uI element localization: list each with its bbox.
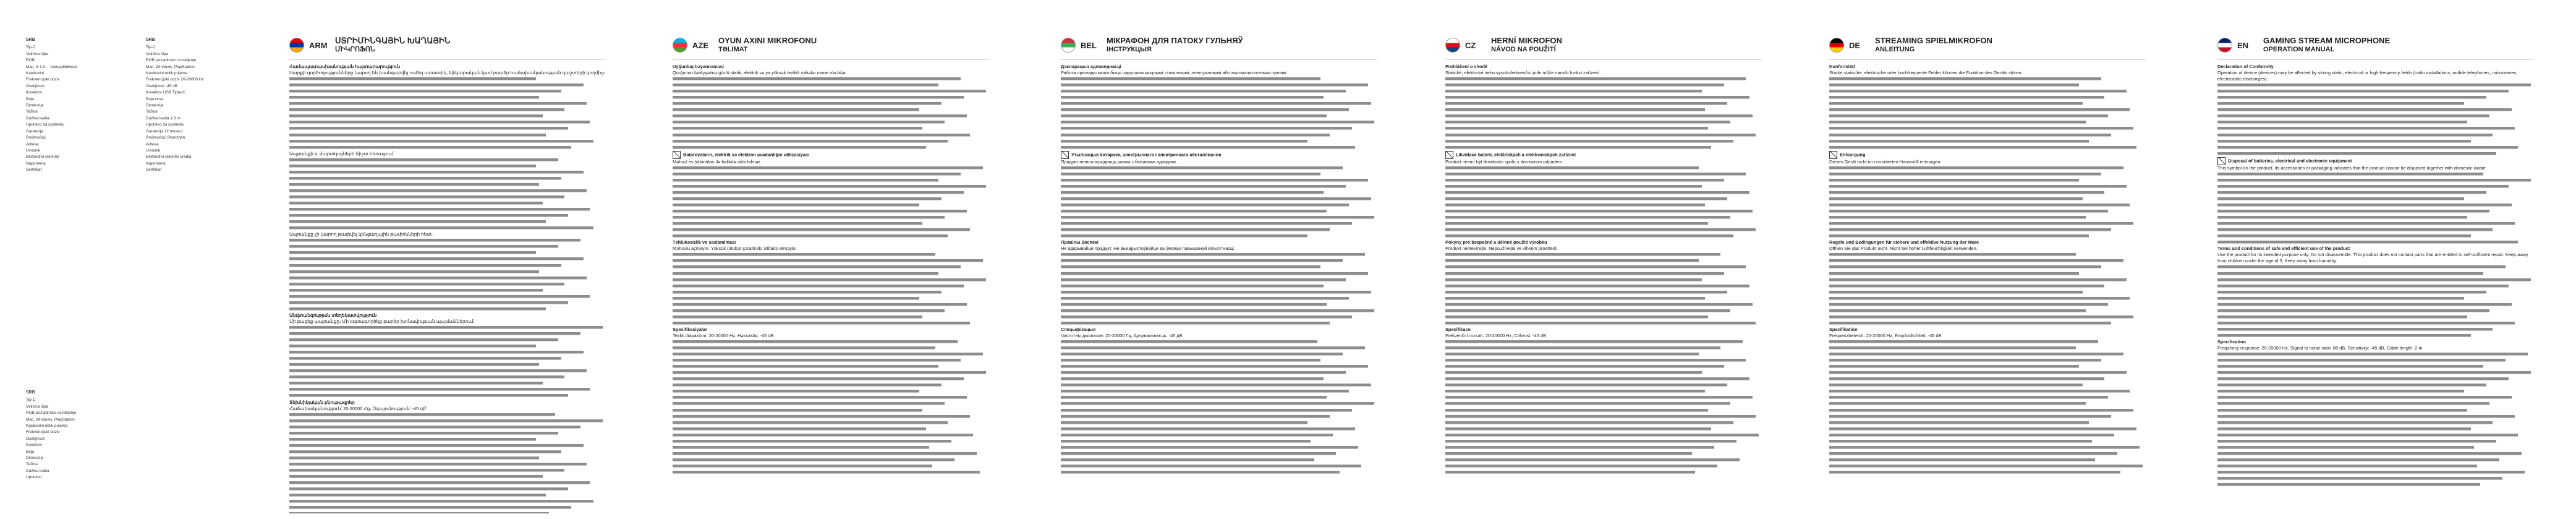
paragraph-heading: Declaration of Conformity bbox=[2217, 64, 2274, 69]
language-code: DE bbox=[1849, 40, 1861, 50]
paragraph-heading: Konformität bbox=[1829, 64, 1855, 69]
spec-line: RGB pozadinsko osvetljenje bbox=[26, 411, 77, 416]
spec-line: Proizvođač Shenzhen bbox=[146, 135, 185, 140]
spec-line: Bezbedno uklonite bbox=[26, 155, 59, 160]
paragraph-text: Не адкрывайце прадукт. Не выкарыстоўвайце ва ўмовах павышанай вільготнасці. bbox=[1061, 246, 1235, 252]
crossed-bin-icon bbox=[673, 151, 681, 159]
spec-line: Tip-C bbox=[26, 398, 36, 403]
paragraph-text: Use the product for its intended purpose only. Do not disassemble. This product does not contain parts that are entitled to self-sufficient repair. Keep away from children under the age of 3. Keep away from humidity. bbox=[2217, 252, 2528, 264]
spec-line: Mac, ili 1.0 ... kompatibilnosti bbox=[26, 64, 78, 69]
spec-line: RGB pozadinsko osvetljenje bbox=[146, 58, 197, 63]
spec-line: Uputstvo za upotrebu bbox=[26, 122, 64, 127]
paragraph-text: Frekvenční rozsah: 20-20000 Hz, Citlivost: -45 dB bbox=[1445, 332, 1547, 338]
text-block bbox=[673, 165, 989, 240]
spec-line: Uputstvo bbox=[26, 475, 42, 480]
section-subtitle: TƏLIMAT bbox=[718, 46, 748, 53]
paragraph-heading: Правілы бяспекі bbox=[1061, 239, 1099, 246]
flag-icon bbox=[1061, 38, 1076, 53]
paragraph-text: Produkt neotevírejte. Nepoužívejte ve vlhkém prostředí. bbox=[1445, 246, 1558, 252]
spec-line: Mac, Windows, PlayStation bbox=[146, 64, 195, 69]
spec-line: Uputstvo za upotrebu bbox=[146, 122, 184, 127]
paragraph-text: Частотны дыяпазон: 20-20000 Гц, Адчувальнасць: -45 дБ bbox=[1061, 332, 1183, 338]
section-title: GAMING STREAM MICROPHONE bbox=[2263, 36, 2391, 45]
paragraph-heading: Pokyny pro bezpečné a účinné použití výrobku bbox=[1445, 239, 1547, 246]
spec-lines bbox=[146, 45, 266, 173]
section-header bbox=[673, 31, 989, 60]
spec-line: Garancija bbox=[26, 129, 43, 134]
crossed-bin-icon bbox=[1829, 151, 1837, 159]
spec-line: Kardioidni bbox=[26, 71, 44, 76]
paragraph-text: Məhsul ev tullantıları ilə birlikdə atıla bilməz. bbox=[673, 158, 762, 165]
spec-line: Adresa bbox=[146, 142, 159, 147]
spec-line: Veličina šipa bbox=[26, 404, 49, 409]
spec-line: Kardioidni oblik prijema bbox=[26, 424, 68, 429]
section-title: HERNÍ MIKROFON bbox=[1491, 36, 1562, 45]
paragraph-heading: Утылізацыя батарэек, электрычнага і электроннага абсталявання bbox=[1061, 151, 1377, 159]
paragraph-heading: Spezifikation bbox=[1829, 326, 1858, 332]
spec-line: Sertifikat bbox=[26, 168, 42, 173]
language-section-de bbox=[1829, 31, 2146, 513]
section-subtitle: OPERATION MANUAL bbox=[2263, 46, 2335, 53]
section-body bbox=[1061, 64, 1377, 476]
section-subtitle: ՄԻԿՐՈՖՈՆ bbox=[335, 46, 375, 53]
spec-line: Uvoznik bbox=[26, 148, 41, 153]
spec-line: Dužina kabla bbox=[26, 468, 49, 473]
spec-line: Napomena bbox=[146, 161, 166, 166]
spec-line: Frekvencijski odziv bbox=[26, 430, 60, 435]
text-block bbox=[1061, 165, 1377, 240]
spec-line: Osetljivost bbox=[26, 84, 45, 88]
language-section-arm bbox=[289, 31, 606, 513]
spec-line: Boja crna bbox=[146, 97, 163, 101]
paragraph-heading: Regeln und Bedingungen für sichere und effektive Nutzung der Ware bbox=[1829, 239, 1979, 246]
text-block bbox=[1445, 76, 1762, 151]
spec-column bbox=[26, 390, 147, 481]
paragraph-heading: Дэкларацыя адпаведнасці bbox=[1061, 64, 1121, 69]
paragraph-text: Սարքի գործողությունները կարող են խանգարվել ուժեղ ստատիկ, էլեկտրական կամ բարձր հաճախականության դաշտերի կողմից։ bbox=[289, 70, 606, 76]
paragraph-text: Работа прылады можа быць парушана моцнымі статычнымі, электрычнымі або высокачастотнымі палямі. bbox=[1061, 70, 1288, 76]
spec-line: Konektor bbox=[26, 90, 43, 95]
paragraph-text: Ապրանքի և մարտկոցների ճիշտ հեռացում bbox=[289, 150, 394, 157]
spec-line: Veličina šipa bbox=[26, 51, 49, 56]
paragraph-heading: Entsorgung bbox=[1829, 151, 2146, 159]
spec-line: Frekvencijski odziv bbox=[26, 77, 60, 82]
paragraph-text: Frequenzbereich: 20-20000 Hz, Empfindlichkeit: -45 dB bbox=[1829, 332, 1942, 338]
section-body bbox=[1829, 64, 2146, 476]
flag-icon bbox=[2217, 38, 2232, 53]
text-block bbox=[1445, 339, 1762, 476]
paragraph-text: Ապրանքը չի կարող թափվել կենցաղային թափոնների հետ։ bbox=[289, 231, 433, 238]
spec-line: Tip-C bbox=[146, 45, 156, 50]
spec-line: Dimenzije bbox=[146, 103, 164, 108]
spec-line: Dužina kabla 1.8 m bbox=[146, 116, 181, 121]
paragraph-text: Dieses Gerät nicht im unsortierten Hausmüll entsorgen. bbox=[1829, 158, 1942, 165]
text-block bbox=[289, 76, 606, 151]
text-block bbox=[1829, 252, 2146, 327]
spec-line: Osetljivost -45 dB bbox=[146, 84, 177, 88]
spec-line: Boja bbox=[26, 449, 35, 454]
section-title: ՍՏՐԻՄԻՆԳԱՅԻՆ ԽԱՂԱՅԻՆ bbox=[335, 36, 451, 45]
paragraph-text: Statické, elektrické nebo vysokofrekvenční pole může narušit funkci zařízení. bbox=[1445, 70, 1601, 76]
paragraph-text: Frequency response: 20-20000 Hz, Signal to noise ratio: 88 dB, Sensitivity: -45 dB, Cable length: 2 m bbox=[2217, 345, 2423, 351]
paragraph-heading: Uyğunluq bəyannaməsi bbox=[673, 64, 724, 69]
spec-line: Garancija 12 meseci bbox=[146, 129, 183, 134]
paragraph-text: Öffnen Sie das Produkt nicht. Nicht bei hoher Luftfeuchtigkeit verwenden. bbox=[1829, 246, 1978, 252]
spec-label: SRB bbox=[146, 38, 155, 42]
spec-line: Napomena bbox=[26, 161, 46, 166]
language-section-aze bbox=[673, 31, 989, 513]
spec-line: Mac, Windows, PlayStation bbox=[26, 417, 75, 422]
paragraph-text: Прадукт нельга выкідваць разам з бытавымі адходамі. bbox=[1061, 158, 1177, 165]
paragraph-heading: Disposal of batteries, electrical and electronic equipment bbox=[2217, 157, 2534, 165]
section-header bbox=[1061, 31, 1377, 60]
spec-line: Dimenzije bbox=[26, 456, 44, 461]
paragraph-heading: Specification bbox=[2217, 339, 2246, 345]
text-block bbox=[1445, 165, 1762, 240]
text-block bbox=[2217, 351, 2534, 488]
crossed-bin-icon bbox=[2217, 157, 2225, 165]
text-block bbox=[289, 325, 606, 400]
paragraph-heading: Terms and conditions of safe and efficient use of the product bbox=[2217, 246, 2350, 252]
section-header bbox=[1445, 31, 1762, 60]
crossed-bin-icon bbox=[1061, 151, 1069, 159]
paragraph-text: Məhsulu açmayın. Yüksək rütubət şəraitində istifadə etməyin. bbox=[673, 246, 797, 252]
spec-line: Dužina kabla bbox=[26, 116, 49, 121]
text-block bbox=[289, 238, 606, 312]
paragraph-text: Մի բացեք ապրանքը։ Մի օգտագործեք բարձր խոնավության պայմաններում։ bbox=[289, 318, 475, 324]
spec-line: Težina bbox=[26, 462, 38, 467]
paragraph-heading: Անվտանգության տեղեկատվություն bbox=[289, 312, 377, 318]
spec-line: Osetljivost bbox=[26, 436, 45, 441]
section-subtitle: ІНСТРУКЦЫЯ bbox=[1107, 46, 1152, 53]
spec-column bbox=[26, 37, 147, 174]
spec-line: Težina bbox=[26, 109, 38, 114]
flag-icon bbox=[289, 38, 304, 53]
section-header bbox=[289, 31, 606, 60]
paragraph-heading: Təhlükəsizlik və saxlanılması bbox=[673, 239, 736, 246]
spec-lines bbox=[26, 397, 147, 481]
spec-line: Tip-C bbox=[26, 45, 36, 50]
spec-line: Adresa bbox=[26, 142, 39, 147]
spec-line: Uvoznik bbox=[146, 148, 161, 153]
section-title: STREAMING SPIELMIKROFON bbox=[1875, 36, 1992, 45]
paragraph-heading: Specifikace bbox=[1445, 326, 1471, 332]
spec-line: Sertifikat bbox=[146, 168, 162, 173]
language-section-cz bbox=[1445, 31, 1762, 513]
paragraph-heading: Prohlášení o shodě bbox=[1445, 64, 1488, 69]
language-code: AZE bbox=[692, 40, 708, 50]
text-block bbox=[2217, 264, 2534, 339]
paragraph-heading: Batareyaların, elektrik və elektron avadanlığın utilizasiyası bbox=[673, 151, 989, 159]
spec-line: Veličina šipa bbox=[146, 51, 169, 56]
paragraph-text: Հաճախականություն՝ 20-20000 Հց, Զգայունություն՝ -45 դԲ bbox=[289, 405, 427, 411]
spec-line: Konektor bbox=[26, 443, 43, 448]
text-block bbox=[673, 339, 989, 476]
section-subtitle: NÁVOD NA POUŽITÍ bbox=[1491, 46, 1556, 53]
text-block bbox=[1061, 252, 1377, 327]
spec-line: Konektor USB Type-C bbox=[146, 90, 185, 95]
spec-label: SRB bbox=[26, 38, 35, 42]
spec-line: Težina bbox=[146, 109, 158, 114]
paragraph-text: Produkt nesmí být likvidován spolu s domovním odpadem. bbox=[1445, 158, 1564, 165]
text-block bbox=[673, 76, 989, 151]
section-subtitle: ANLEITUNG bbox=[1875, 46, 1915, 53]
paragraph-heading: Likvidace baterií, elektrických a elektronických zařízení bbox=[1445, 151, 1762, 159]
flag-icon bbox=[1445, 38, 1460, 53]
language-section-bel bbox=[1061, 31, 1377, 513]
spec-line: Boja bbox=[26, 97, 35, 101]
paragraph-heading: Համապատասխանության հայտարարություն bbox=[289, 64, 401, 69]
flag-icon bbox=[1829, 38, 1844, 53]
spec-line: Kardioidni oblik prijema bbox=[146, 71, 188, 76]
section-body bbox=[2217, 64, 2534, 488]
paragraph-text: This symbol on the product, its accessories or packaging indicates that the product cannot be disposed together with domestic waste. bbox=[2217, 165, 2487, 171]
spec-line: RGB bbox=[26, 58, 35, 63]
text-block bbox=[673, 252, 989, 327]
text-block bbox=[1061, 339, 1377, 476]
spec-lines bbox=[26, 45, 147, 173]
section-body bbox=[289, 64, 606, 513]
spec-line: Frekvencijski odziv 20-20000 Hz bbox=[146, 77, 204, 82]
paragraph-heading: Спецыфікацыя bbox=[1061, 326, 1096, 332]
paragraph-text: Qurğunun fəaliyyətinə güclü statik, elektrik və ya yüksək tezlikli sahələr mane ola bilər. bbox=[673, 70, 847, 76]
section-body bbox=[673, 64, 989, 476]
text-block bbox=[1061, 76, 1377, 151]
text-block bbox=[2217, 82, 2534, 157]
language-code: BEL bbox=[1081, 40, 1097, 50]
paragraph-text: Operation of device (devices) may be affected by strong static, electrical or high-frequency fields (radio installations, mobile telephones, microwaves, electrostatic discharges). bbox=[2217, 70, 2518, 82]
flag-icon bbox=[673, 38, 687, 53]
spec-line: Proizvođač bbox=[26, 135, 46, 140]
spec-line: Bezbedno uklonite uređaj bbox=[146, 155, 192, 160]
paragraph-text: Starke statische, elektrische oder hochfrequente Felder können die Funktion des Geräts stören. bbox=[1829, 70, 2023, 76]
paragraph-heading: Տեխնիկական բնութագրեր bbox=[289, 399, 355, 405]
text-block bbox=[1829, 76, 2146, 151]
section-title: МІКРАФОН ДЛЯ ПАТОКУ ГУЛЬНЯЎ bbox=[1107, 36, 1243, 45]
section-header bbox=[2217, 31, 2534, 60]
section-title: OYUN AXINI MIKROFONU bbox=[718, 36, 817, 45]
spec-column bbox=[146, 37, 266, 174]
spec-label: SRB bbox=[26, 390, 35, 395]
paragraph-text: Tezlik diapazonu: 20-20000 Hz, Həssaslıq: -45 dB bbox=[673, 332, 774, 338]
text-block bbox=[289, 412, 606, 513]
language-code: EN bbox=[2237, 40, 2249, 50]
spec-line: Dimenzije bbox=[26, 103, 44, 108]
section-body bbox=[1445, 64, 1762, 476]
crossed-bin-icon bbox=[1445, 151, 1453, 159]
language-code: CZ bbox=[1465, 40, 1476, 50]
text-block bbox=[1829, 165, 2146, 240]
paragraph-heading: Spesifikasiyalar bbox=[673, 326, 707, 332]
text-block bbox=[1445, 252, 1762, 327]
text-block bbox=[2217, 171, 2534, 246]
text-block bbox=[1829, 339, 2146, 476]
text-block bbox=[289, 157, 606, 232]
section-header bbox=[1829, 31, 2146, 60]
language-code: ARM bbox=[309, 40, 328, 50]
language-section-en bbox=[2217, 31, 2534, 513]
